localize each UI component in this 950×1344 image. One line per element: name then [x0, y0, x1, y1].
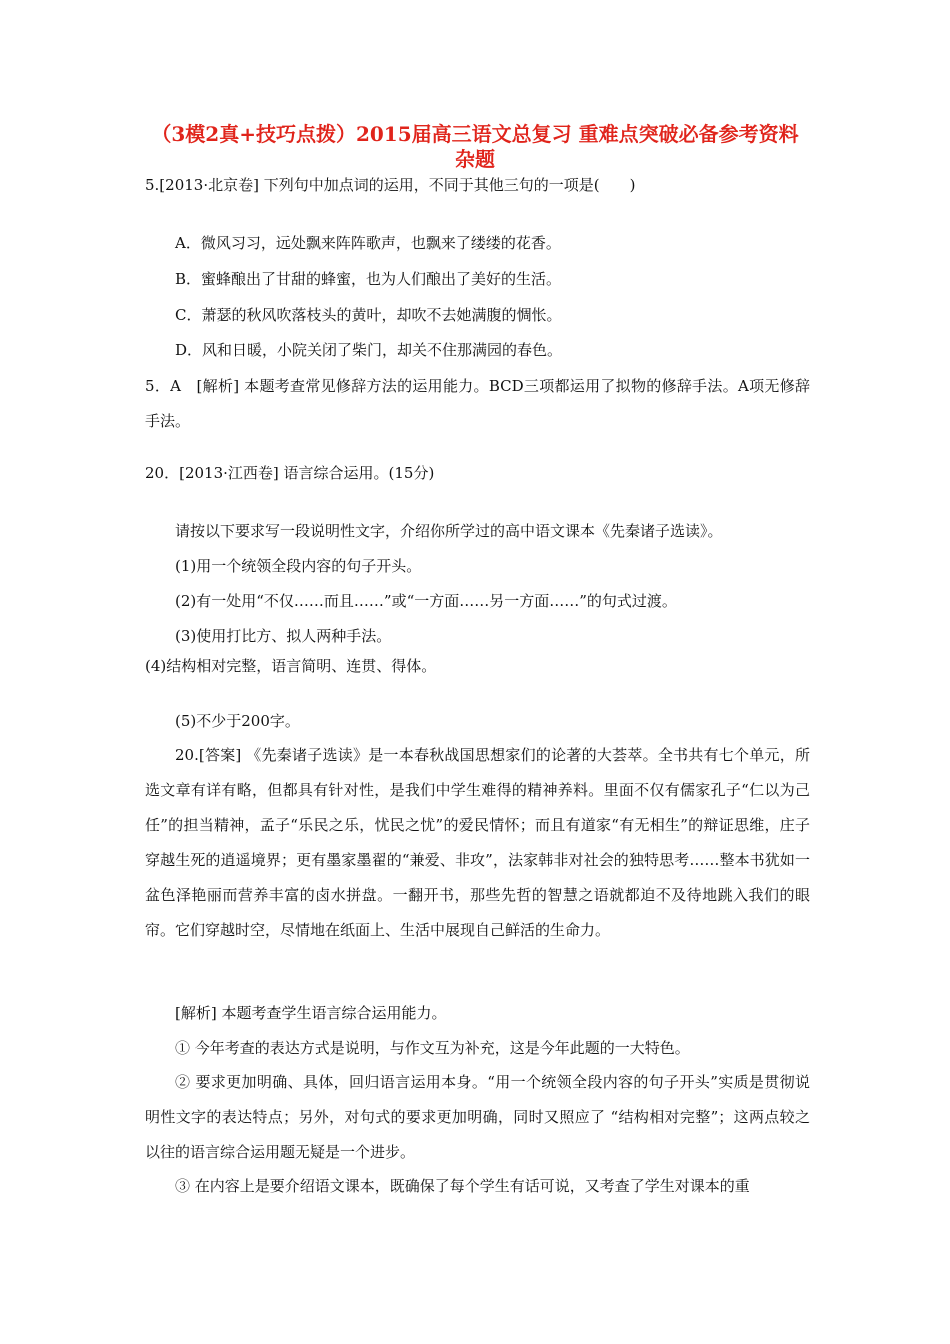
- question-5-option-c: C．萧瑟的秋风吹落枝头的黄叶，却吹不去她满腹的惆怅。: [175, 306, 562, 324]
- question-20-analysis-point-2: ② 要求更加明确、具体，回归语言运用本身。“用一个统领全段内容的句子开头”实质是贯彻说明性文字的表达特点；另外，对句式的要求更加明确，同时又照应了 “结构相对完整”；这两点较之以往的语言综合运用题无疑是一个进步。: [145, 1073, 810, 1161]
- question-20-requirement-1: (1)用一个统领全段内容的句子开头。: [175, 557, 422, 575]
- question-20-requirement-2: (2)有一处用“不仅……而且……”或“一方面……另一方面……”的句式过渡。: [175, 592, 677, 610]
- question-20-analysis-point-3: ③ 在内容上是要介绍语文课本，既确保了每个学生有话可说，又考查了学生对课本的重: [175, 1177, 750, 1195]
- document-title: （3模2真+技巧点拨）2015届高三语文总复习 重难点突破必备参考资料 杂题: [151, 122, 799, 171]
- question-20-requirement-3: (3)使用打比方、拟人两种手法。: [175, 627, 392, 645]
- question-5-stem: 5.[2013·北京卷] 下列句中加点词的运用，不同于其他三句的一项是( ): [145, 176, 636, 194]
- question-20-intro: 请按以下要求写一段说明性文字，介绍你所学过的高中语文课本《先秦诸子选读》。: [175, 522, 723, 540]
- question-20-analysis-heading: [解析] 本题考查学生语言综合运用能力。: [175, 1004, 447, 1022]
- question-20-analysis-point-1: ① 今年考查的表达方式是说明，与作文互为补充，这是今年此题的一大特色。: [175, 1039, 690, 1057]
- question-5-option-d: D．风和日暖，小院关闭了柴门，却关不住那满园的春色。: [175, 341, 563, 359]
- question-20-answer: 20.[答案] 《先秦诸子选读》是一本春秋战国思想家们的论著的大荟萃。全书共有七个单元，所选文章有详有略，但都具有针对性，是我们中学生难得的精神养料。里面不仅有儒家孔子“仁以为己任”的担当精神，孟子“乐民之乐，忧民之忧”的爱民情怀；而且有道家“有无相生”的辩证思维，庄子穿越生死的逍遥境界；更有墨家墨翟的“兼爱、非攻”，法家韩非对社会的独特思考……整本书犹如一盆色泽艳丽而营养丰富的卤水拼盘。一翻开书，那些先哲的智慧之语就都迫不及待地跳入我们的眼帘。它们穿越时空，尽情地在纸面上、生活中展现自己鲜活的生命力。: [145, 746, 810, 939]
- question-5-analysis: 5．A [解析] 本题考查常见修辞方法的运用能力。BCD三项都运用了拟物的修辞手法。A项无修辞手法。: [145, 377, 810, 430]
- question-20-stem: 20．[2013·江西卷] 语言综合运用。(15分): [145, 464, 435, 482]
- question-5-option-b: B．蜜蜂酿出了甘甜的蜂蜜，也为人们酿出了美好的生活。: [175, 270, 562, 288]
- question-20-requirement-4: (4)结构相对完整，语言简明、连贯、得体。: [145, 657, 437, 675]
- question-5-option-a: A．微风习习，远处飘来阵阵歌声，也飘来了缕缕的花香。: [175, 234, 561, 252]
- question-20-requirement-5: (5)不少于200字。: [175, 712, 300, 730]
